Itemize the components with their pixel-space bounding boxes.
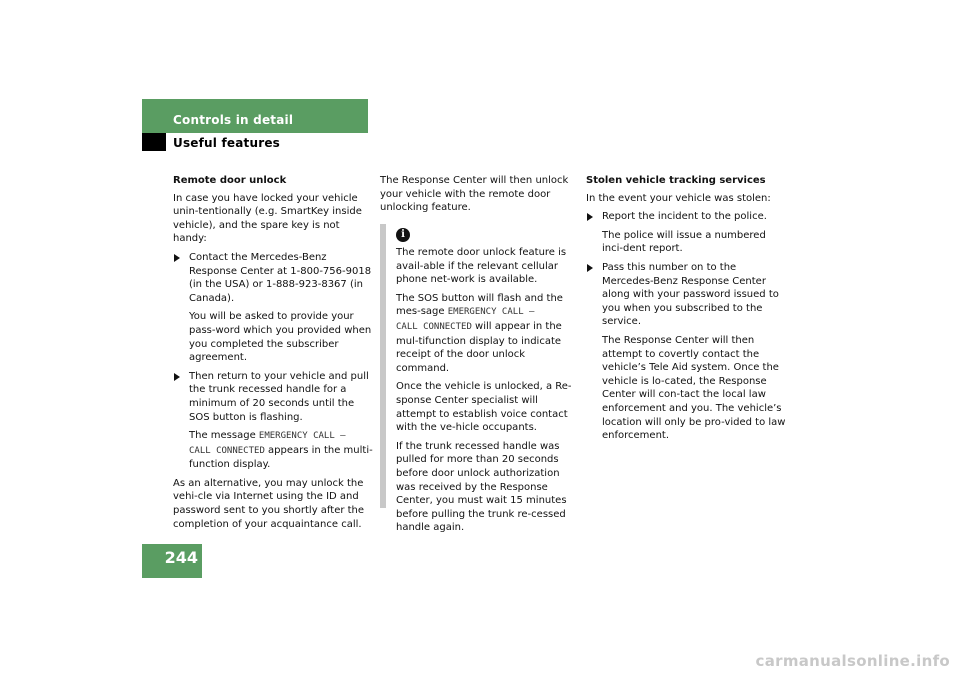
paragraph-internet-alternative: As an alternative, you may unlock the vehi-cle via Internet using the ID and password sent to you shortly after the completion of your acquaintance call. xyxy=(173,477,365,530)
display-message-code: EMERGENCY CALL – xyxy=(447,307,535,318)
column-stolen-vehicle-tracking xyxy=(586,174,786,448)
section-title: Controls in detail xyxy=(173,113,294,127)
step-text: Report the incident to the police. xyxy=(602,211,767,223)
heading-stolen-vehicle-tracking: Stolen vehicle tracking services xyxy=(586,175,766,186)
step-note-incident-report: The police will issue a numbered inci-dent report. xyxy=(602,229,766,255)
bullet-arrow-icon xyxy=(587,264,593,272)
info-note xyxy=(380,224,580,534)
note-paragraph: The remote door unlock feature is avail-able if the relevant cellular phone net-work is available. xyxy=(396,247,567,286)
bullet-arrow-icon xyxy=(174,373,180,381)
step-pull-trunk-handle xyxy=(173,370,373,424)
info-icon: i xyxy=(396,228,410,242)
paragraph-intro: In case you have locked your vehicle unin-tentionally (e.g. SmartKey inside vehicle), and the spare key is not handy: xyxy=(173,192,362,245)
note-text: The message xyxy=(189,430,256,442)
bullet-arrow-icon xyxy=(587,213,593,221)
section-subtitle: Useful features xyxy=(173,136,281,150)
column-remote-door-unlock xyxy=(173,174,373,536)
step-text: Then return to your vehicle and pull the trunk recessed handle for a minimum of 20 seconds until the SOS button is flashing. xyxy=(189,370,369,423)
note-paragraph xyxy=(396,292,580,376)
note-side-rule xyxy=(380,224,386,508)
column-response-center xyxy=(380,174,576,220)
display-message-code: EMERGENCY CALL – xyxy=(258,431,346,442)
bullet-arrow-icon xyxy=(174,254,180,262)
step-report-police xyxy=(586,210,786,224)
note-text: appears in the multi-function display. xyxy=(189,444,373,471)
watermark: carmanualsonline.info xyxy=(755,652,950,670)
step-note-password: You will be asked to provide your pass-word which you provided when you completed the subscriber agreement. xyxy=(189,311,372,364)
heading-remote-door-unlock: Remote door unlock xyxy=(173,175,287,186)
header-tab-marker xyxy=(142,133,166,151)
page-number-box xyxy=(142,544,202,578)
display-message-code: CALL CONNECTED xyxy=(189,445,265,456)
step-pass-number xyxy=(586,261,786,329)
note-text: The SOS button will flash and the mes-sage xyxy=(396,292,563,318)
note-paragraph: If the trunk recessed handle was pulled for more than 20 seconds before door unlock authorization was received by the Response Center, you must wait 15 minutes before pulling the trunk re-cessed handle again. xyxy=(396,440,567,534)
paragraph-response-center: The Response Center will then unlock your vehicle with the remote door unlocking feature. xyxy=(380,175,569,214)
paragraph-intro: In the event your vehicle was stolen: xyxy=(586,192,771,204)
step-note-tele-aid: The Response Center will then attempt to covertly contact the vehicle’s Tele Aid system. Once the vehicle is lo-cated, the Response Center will con-tact the local law enforcement and you. The vehicle’s location will only be pro-vided to law enforcement. xyxy=(602,334,786,442)
step-note-message xyxy=(173,429,373,472)
note-body xyxy=(396,224,580,540)
page-number: 244 xyxy=(164,548,198,567)
note-paragraph: Once the vehicle is unlocked, a Re-sponse Center specialist will attempt to establish voice contact with the ve-hicle occupants. xyxy=(396,381,572,434)
step-contact-response-center xyxy=(173,251,373,305)
note-text: will appear in the mul-tifunction display to indicate receipt of the door unlock command. xyxy=(396,320,562,374)
display-message-code: CALL CONNECTED xyxy=(396,321,472,332)
step-text: Contact the Mercedes-Benz Response Center at 1-800-756-9018 (in the USA) or 1-888-923-8367 (in Canada). xyxy=(189,251,372,304)
step-text: Pass this number on to the Mercedes-Benz Response Center along with your password issued to you when you subscribed to the service. xyxy=(602,261,779,328)
